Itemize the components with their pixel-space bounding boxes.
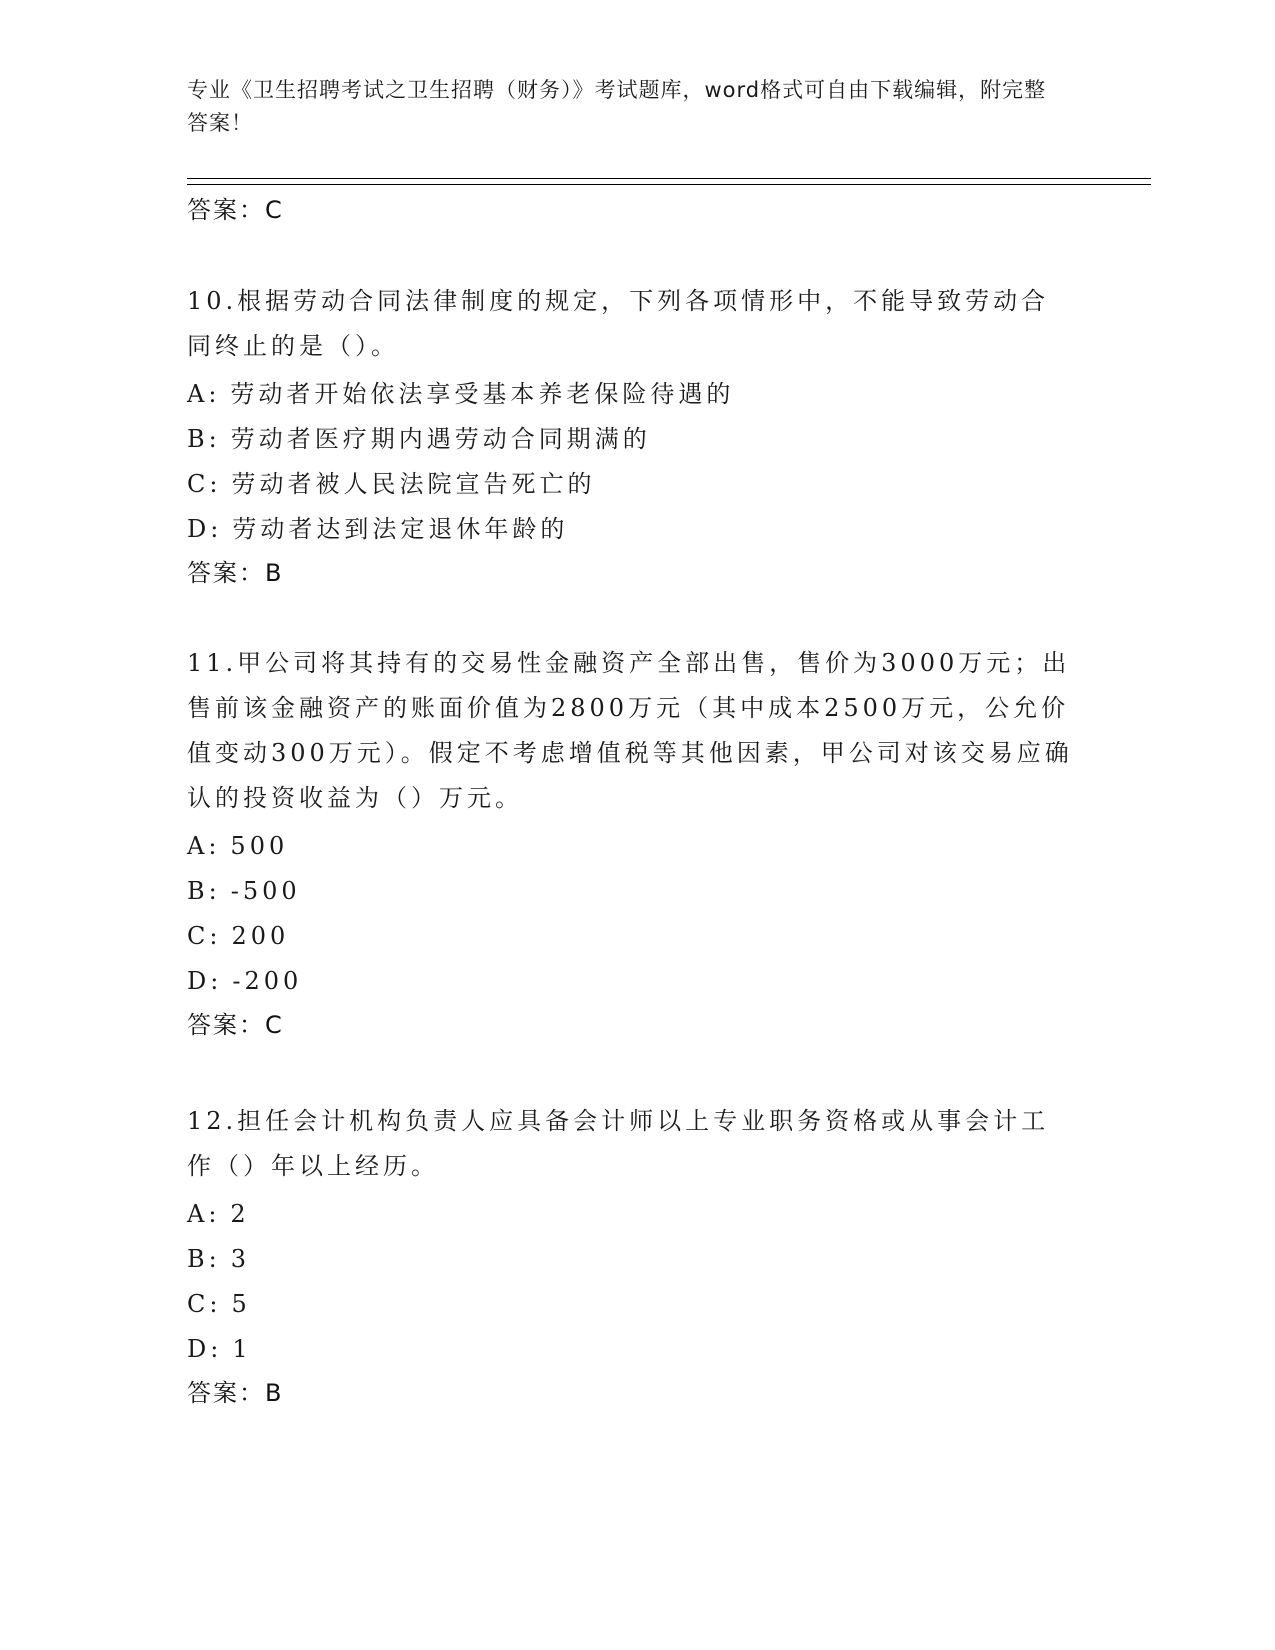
option-text: 劳动者开始依法享受基本养老保险待遇的 [230, 380, 735, 408]
question-11-option-a [187, 831, 288, 861]
question-10-option-c [187, 469, 595, 499]
option-letter: A: [187, 380, 221, 408]
header-divider-top [187, 178, 1151, 179]
option-text: -200 [232, 967, 303, 995]
option-text: 劳动者医疗期内遇劳动合同期满的 [230, 425, 651, 453]
option-letter: A: [187, 832, 221, 860]
option-text: 500 [230, 832, 289, 860]
question-12-option-c [187, 1289, 251, 1319]
question-12-answer: 答案：B [187, 1379, 284, 1407]
option-text: 3 [230, 1245, 251, 1273]
question-10-option-d [187, 514, 568, 544]
question-10-option-a [187, 379, 734, 409]
option-letter: D: [187, 515, 223, 543]
question-11-stem: 11.甲公司将其持有的交易性金融资产全部出售，售价为3000万元；出售前该金融资产的账面价值为2800万元（其中成本2500万元，公允价值变动300万元）。假定不考虑增值税等其他因素，甲公司对该交易应确认的投资收益为（）万元。 [187, 649, 1073, 812]
question-11-option-d [187, 966, 302, 996]
option-text: -500 [230, 877, 301, 905]
question-11-option-c [187, 921, 289, 951]
option-text: 劳动者被人民法院宣告死亡的 [231, 470, 596, 498]
document-header: 专业《卫生招聘考试之卫生招聘（财务）》考试题库，word格式可自由下载编辑，附完整答案！ [187, 78, 1047, 135]
option-text: 1 [232, 1335, 252, 1363]
option-text: 200 [231, 922, 290, 950]
option-letter: C: [187, 1290, 222, 1318]
option-text: 劳动者达到法定退休年龄的 [232, 515, 569, 543]
question-11-option-b [187, 876, 301, 906]
option-letter: B: [187, 1245, 221, 1273]
option-letter: B: [187, 425, 221, 453]
question-12-stem: 12.担任会计机构负责人应具备会计师以上专业职务资格或从事会计工作（）年以上经历。 [187, 1107, 1050, 1180]
previous-answer: 答案：C [187, 196, 284, 224]
question-12-option-d [187, 1334, 252, 1364]
option-letter: B: [187, 877, 221, 905]
option-text: 2 [230, 1200, 250, 1228]
option-letter: A: [187, 1200, 221, 1228]
question-10-option-b [187, 424, 651, 454]
option-letter: D: [187, 967, 223, 995]
option-letter: C: [187, 470, 222, 498]
question-10-answer: 答案：B [187, 559, 284, 587]
header-divider-bottom [187, 184, 1151, 185]
option-text: 5 [231, 1290, 251, 1318]
option-letter: C: [187, 922, 222, 950]
option-letter: D: [187, 1335, 223, 1363]
question-12-option-b [187, 1244, 250, 1274]
question-12-option-a [187, 1199, 250, 1229]
question-11-answer: 答案：C [187, 1011, 284, 1039]
question-10-stem: 10.根据劳动合同法律制度的规定，下列各项情形中，不能导致劳动合同终止的是（）。 [187, 287, 1050, 360]
